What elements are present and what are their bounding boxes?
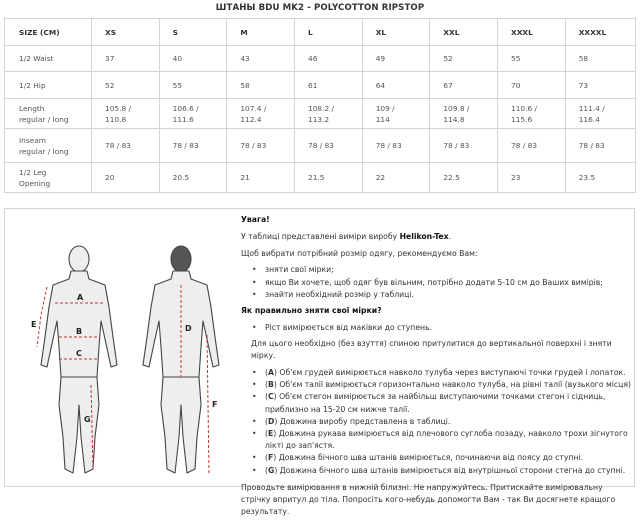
measure-text: Довжина бічного шва штанів вимірюється, починаючи від поясу до ступні. [278, 453, 584, 463]
table-cell: 55 [159, 72, 227, 99]
table-cell: 20.5 [159, 163, 227, 193]
table-cell: 109.8 / 114.8 [430, 99, 498, 129]
table-cell: 78 / 83 [362, 129, 430, 163]
recommend-list [241, 264, 631, 301]
table-cell: 108.2 / 113.2 [295, 99, 363, 129]
label-e: E [31, 320, 37, 329]
back-legs [161, 377, 201, 473]
how-to-measure-heading: Як правильно зняти свої мірки? [241, 306, 382, 315]
measure-text: Довжина виробу представлена в таблиці. [279, 416, 451, 426]
table-cell: 111.4 / 116.4 [565, 99, 635, 129]
header-cell: L [295, 19, 363, 46]
label-d: D [185, 324, 192, 333]
table-cell: 58 [565, 46, 635, 72]
table-cell: 61 [295, 72, 363, 99]
front-head [69, 246, 89, 272]
height-list [241, 322, 631, 334]
table-cell: 78 / 83 [295, 129, 363, 163]
measure-text: Об'єм талії вимірюється горизонтально навколо тулуба, на рівні талії (вузького місця) [279, 380, 631, 390]
table-cell: 105.8 / 110.8 [92, 99, 160, 129]
row-label: 1/2 Leg Opening [5, 163, 92, 193]
table-header-row [5, 19, 636, 46]
table-cell: 73 [565, 72, 635, 99]
attention-heading: Увага! [241, 215, 270, 224]
measure-item [251, 465, 631, 477]
table-cell: 22.5 [430, 163, 498, 193]
list-item: • якщо Ви хочете, щоб одяг був вільним, потрібно додати 5-10 см до Ваших вимірів; [251, 277, 631, 289]
measure-key: (B) [265, 380, 280, 390]
guide-text [241, 214, 631, 523]
front-legs [59, 377, 99, 473]
measure-text: Об'єм стегон вимірюється за найбільш виступаючими точками стегон і сідниць, приблизно на 15-20 см нижче талії. [265, 392, 606, 414]
table-cell: 78 / 83 [227, 129, 295, 163]
table-cell: 78 / 83 [565, 129, 635, 163]
intro-after: . [448, 231, 452, 241]
size-chart-table [4, 18, 636, 193]
table-cell: 78 / 83 [430, 129, 498, 163]
table-cell: 67 [430, 72, 498, 99]
table-cell: 106.6 / 111.6 [159, 99, 227, 129]
measure-key: (E) [265, 429, 279, 439]
brand-name: Helikon-Tex [399, 231, 449, 241]
table-cell: 107.4 / 112.4 [227, 99, 295, 129]
table-cell: 78 / 83 [159, 129, 227, 163]
measure-text: Довжина рукава вимірюється від плечового суглоба позаду, навколо трохи зігнутого лікті до зап'ястя. [265, 429, 628, 451]
measure-line-f [207, 335, 209, 473]
front-torso [41, 271, 117, 377]
measure-key: (G) [265, 465, 280, 475]
label-a: A [77, 293, 84, 302]
list-item: • Ріст вимірюється від маківки до ступень. [251, 322, 631, 334]
table-row [5, 72, 636, 99]
measure-item [251, 416, 631, 428]
label-g: G [84, 415, 91, 424]
list-item: • знайти необхідний розмір у таблиці. [251, 289, 631, 301]
measure-key: (F) [265, 453, 279, 463]
row-label: 1/2 Waist [5, 46, 92, 72]
row-label: Length regular / long [5, 99, 92, 129]
table-cell: 64 [362, 72, 430, 99]
row-label: 1/2 Hip [5, 72, 92, 99]
table-cell: 58 [227, 72, 295, 99]
table-cell: 78 / 83 [498, 129, 566, 163]
measurement-figure [31, 237, 231, 487]
header-cell: XXXXL [565, 19, 635, 46]
measures-list [241, 367, 631, 477]
measure-item [251, 452, 631, 464]
table-row [5, 46, 636, 72]
header-cell: SIZE (CM) [5, 19, 92, 46]
label-c: C [76, 349, 82, 358]
measure-item [251, 428, 631, 452]
intro-before: У таблиці представлені виміри виробу [241, 231, 400, 241]
table-row [5, 99, 636, 129]
table-cell: 52 [92, 72, 160, 99]
footer-text: Проводьте вимірювання в нижній білизні. Не напружуйтесь. Притискайте вимірювальну стрічку впритул до тіла. Попросіть кого-небудь допомогти Вам - так Ви досягнете кращого результату. [241, 482, 616, 517]
page-title: ШТАНЫ BDU MK2 - POLYCOTTON RIPSTOP [215, 3, 425, 13]
measure-text: Довжина бічного шва штанів вимірюється від внутрішньої сторони стегна до ступні. [279, 465, 626, 475]
measure-item [251, 391, 631, 415]
table-cell: 23.5 [565, 163, 635, 193]
measure-key: (C) [265, 392, 280, 402]
measure-item [251, 367, 631, 379]
table-row [5, 163, 636, 193]
table-cell: 52 [430, 46, 498, 72]
table-cell: 43 [227, 46, 295, 72]
table-cell: 21.5 [295, 163, 363, 193]
table-cell: 70 [498, 72, 566, 99]
stand-text: Для цього необхідно (без взуття) спиною притулитися до вертикальної поверхні і зняти мірку. [251, 339, 612, 361]
recommend-text: Щоб вибрати потрібний розмір одягу, рекомендуємо Вам: [241, 248, 478, 258]
header-cell: XXXL [498, 19, 566, 46]
measure-key: (A) [265, 368, 280, 377]
table-cell: 37 [92, 46, 160, 72]
measure-item [251, 379, 631, 391]
header-cell: XS [92, 19, 160, 46]
back-head [171, 246, 191, 272]
intro-text [241, 231, 631, 243]
measure-key: (D) [265, 416, 280, 426]
table-cell: 78 / 83 [92, 129, 160, 163]
table-row [5, 129, 636, 163]
header-cell: S [159, 19, 227, 46]
table-cell: 110.6 / 115.6 [498, 99, 566, 129]
header-cell: XXL [430, 19, 498, 46]
table-cell: 40 [159, 46, 227, 72]
measure-text: Об'єм грудей вимірюється навколо тулуба через виступаючі точки грудей і лопаток. [279, 368, 626, 377]
table-cell: 21 [227, 163, 295, 193]
table-cell: 55 [498, 46, 566, 72]
row-label: Inseam regular / long [5, 129, 92, 163]
table-cell: 109 / 114 [362, 99, 430, 129]
table-cell: 49 [362, 46, 430, 72]
header-cell: XL [362, 19, 430, 46]
measurement-guide [4, 208, 635, 517]
table-cell: 22 [362, 163, 430, 193]
table-cell: 46 [295, 46, 363, 72]
table-cell: 23 [498, 163, 566, 193]
label-f: F [212, 400, 218, 409]
header-cell: M [227, 19, 295, 46]
label-b: B [76, 327, 83, 336]
table-cell: 20 [92, 163, 160, 193]
list-item: • зняти свої мірки; [251, 264, 631, 276]
